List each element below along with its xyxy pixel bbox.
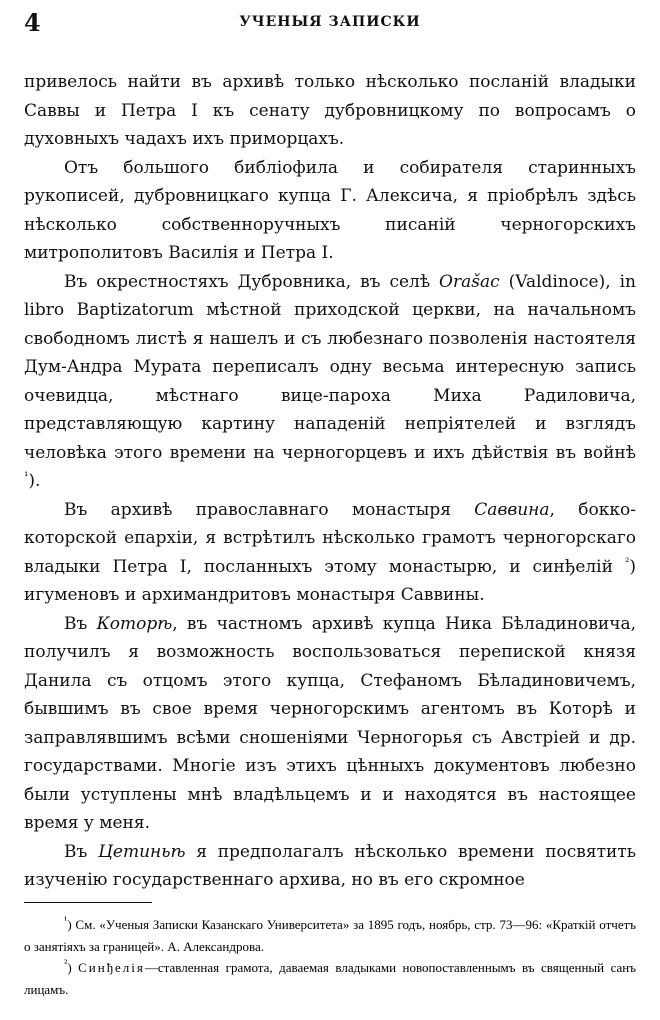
text-run: Отъ большого библіофила и собирателя старинныхъ рукописей, дубровницкаго купца Г. Алексича, я пріобрѣлъ здѣсь нѣсколько собственноручныхъ писаній черногорскихъ митрополитовъ Василія и Петра I. — [24, 157, 636, 263]
text-run: , бокко-которской епархіи, я встрѣтилъ нѣсколько грамотъ черногорскаго владыки Петра I, посланныхъ этому монастырю, и синђелій — [24, 499, 636, 577]
text-run: Въ архивѣ православнаго монастыря — [64, 499, 475, 520]
text-run: ) См. «Ученыя Записки Казанскаго Университета» за 1895 годъ, ноябрь, стр. 73—96: «Краткій отчетъ о занятіяхъ за границей». А. Александрова. — [24, 917, 636, 954]
paragraph — [24, 610, 636, 838]
text-run: Которѣ — [96, 613, 173, 634]
paragraph — [24, 68, 636, 154]
text-run: Orašac — [439, 271, 500, 292]
page-header — [24, 8, 636, 48]
running-head: УЧЕНЫЯ ЗАПИСКИ — [239, 14, 421, 30]
paragraph — [24, 154, 636, 268]
paragraph — [24, 268, 636, 496]
text-run: Синђелія — [78, 960, 145, 975]
text-run: Цетиньѣ — [98, 841, 186, 862]
footnote — [24, 957, 636, 1000]
paragraph — [24, 838, 636, 895]
text-run: ). — [28, 471, 41, 491]
footnote-rule — [24, 902, 152, 903]
text-run: Въ — [64, 613, 97, 634]
footnote-marker: ² — [624, 554, 630, 568]
footnote-marker: ¹ — [64, 914, 68, 927]
text-run: Въ — [64, 841, 99, 862]
footnotes — [24, 914, 636, 1000]
text-run: Саввина — [474, 499, 550, 520]
text-run: , въ частномъ архивѣ купца Ника Бѣладиновича, получилъ я возможность воспользоваться перепиской князя Данила съ отцомъ этого купца, Стефаномъ Бѣладиновичемъ, бывшимъ въ свое время черногорскимъ агентомъ въ Которѣ и заправлявшимъ всѣми сношеніями Черногорья съ Австріей и др. государствами. Многіе изъ этихъ цѣнныхъ документовъ любезно были уступлены мнѣ владѣльцемъ и и находятся въ настоящее время у меня. — [24, 613, 636, 833]
text-run: (Valdinoce), in libro Baptizatorum мѣстной приходской церкви, на начальномъ свободномъ листѣ я нашелъ и съ любезнаго позволенія настоятеля Дум-Андра Мурата переписалъ одну весьма интересную запись очевидца, мѣстнаго вице-пароха Миха Радиловича, представляющую картину нападеній непріятелей и взглядъ человѣка этого времени на черногорцевъ и ихъ дѣйствія въ войнѣ — [24, 271, 636, 463]
footnote-marker: ² — [64, 957, 68, 970]
footnote — [24, 914, 636, 957]
text-run: я предполагалъ нѣсколько времени посвятить изученію государственнаго архива, но въ его скромное — [24, 841, 636, 890]
footnote-marker: ¹ — [24, 469, 29, 483]
text-run: привелось найти въ архивѣ только нѣсколько посланій владыки Саввы и Петра I къ сенату дубровницкому по вопросамъ о духовныхъ чадахъ ихъ приморцахъ. — [24, 72, 636, 149]
paragraph — [24, 496, 636, 610]
text-run: ) игуменовъ и архимандритовъ монастыря Саввины. — [24, 556, 636, 605]
body-text — [24, 68, 636, 895]
text-run: ) — [67, 960, 79, 975]
text-run: —ставленная грамота, даваемая владыками новопоставленнымъ въ священный санъ лицамъ. — [24, 960, 636, 997]
text-run: Въ окрестностяхъ Дубровника, въ селѣ — [64, 271, 440, 292]
page-number: 4 — [24, 8, 41, 37]
